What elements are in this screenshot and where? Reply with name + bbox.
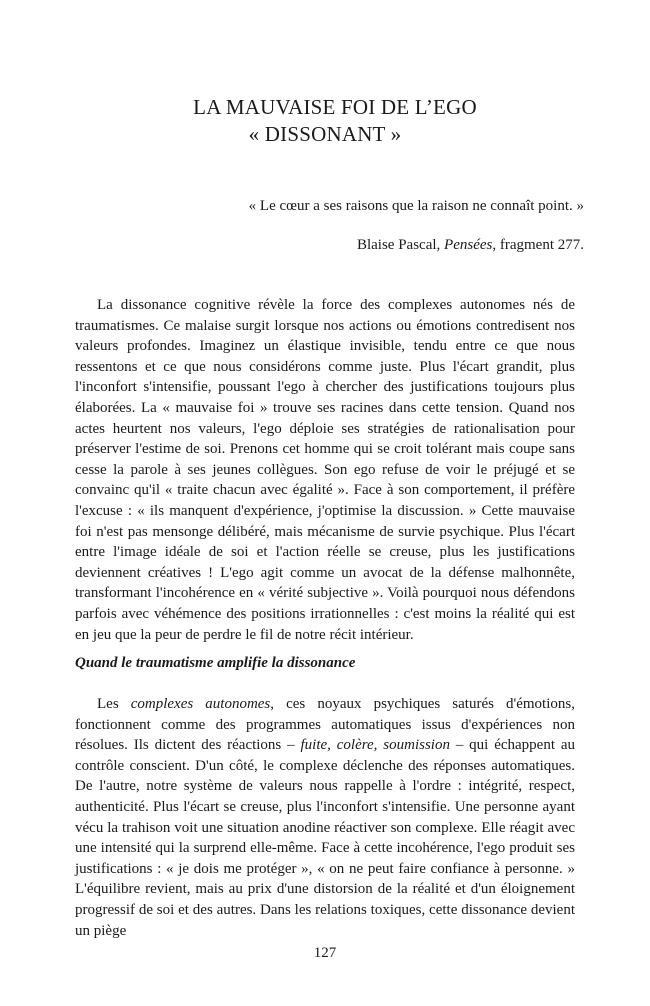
section-subheading: Quand le traumatisme amplifie la dissonance [75,655,356,671]
body-paragraph-2 [75,694,575,941]
epigraph-source [357,235,584,255]
paragraph-2-italic-1: complexes autonomes [130,696,271,712]
chapter-title-line-2: « DISSONANT » [248,122,402,146]
epigraph-quote: « Le cœur a ses raisons que la raison ne connaît point. » [248,198,584,214]
epigraph-author: Blaise Pascal, [356,237,445,253]
paragraph-2-text-1: Les [97,696,131,712]
chapter-title-line-1: LA MAUVAISE FOI DE L’EGO [193,95,477,119]
paragraph-2-text-2: , ces noyaux psychiques saturés d'émotions, fonctionnent comme des programmes automatiques issus d'expériences non résolues. Ils dictent des réactions – [75,696,575,754]
epigraph-work: Pensées [444,237,493,253]
body-paragraph-1: La dissonance cognitive révèle la force des complexes autonomes nés de traumatismes. Ce malaise surgit lorsque nos actions ou émotions contredisent nos valeurs profondes. Imaginez un élastique invisible, tendu entre ce que nous ressentons et ce que nous considérons comme juste. Plus l'écart grandit, plus l'inconfort s'intensifie, poussant l'ego à chercher des justifications toujours plus élaborées. La « mauvaise foi » trouve ses racines dans cette tension. Quand nos actes heurtent nos valeurs, l'ego déploie ses stratégies de rationalisation pour préserver l'estime de soi. Prenons cet homme qui se croit tolérant mais coupe sans cesse la parole à ses jeunes collègues. Son ego refuse de voir le préjugé et se convainc qu'il « traite chacun avec égalité ». Face à son comportement, il préfère l'excuse : « ils manquent d'expérience, j'optimise la discussion. » Cette mauvaise foi n'est pas mensonge délibéré, mais mécanisme de survie psychique. Plus l'écart entre l'image idéale de soi et l'action réelle se creuse, plus les justifications deviennent créatives ! L'ego agit comme un avocat de la défense malhonnête, transformant l'incohérence en « vérité subjective ». Voilà pourquoi nous défendons parfois avec véhémence des positions irrationnelles : c'est moins la réalité qui est en jeu que la peur de perdre le fil de notre récit intérieur. [75,297,575,643]
paragraph-2-italic-2: fuite, colère, soumission [300,737,450,754]
paragraph-2-text-3: – qui échappent au contrôle conscient. D'un côté, le complexe déclenche des réponses automatiques. De l'autre, notre système de valeurs nous rappelle à l'ordre : intégrité, respect, authenticité. Plus l'écart se creuse, plus l'inconfort s'intensifie. Une personne ayant vécu la trahison voit une situation anodine réactiver son complexe. Elle réagit avec une intensité qui la surprend elle-même. Face à cette incohérence, l'ego produit ses justifications : « je dois me protéger », « on ne peut faire confiance à personne. » L'équilibre revient, mais au prix d'une distorsion de la réalité et d'un éloignement progressif de soi et des autres. Dans les relations toxiques, cette dissonance devient un piège [75,737,576,939]
epigraph-reference: , fragment 277. [492,237,584,253]
page-number: 127 [313,945,337,961]
